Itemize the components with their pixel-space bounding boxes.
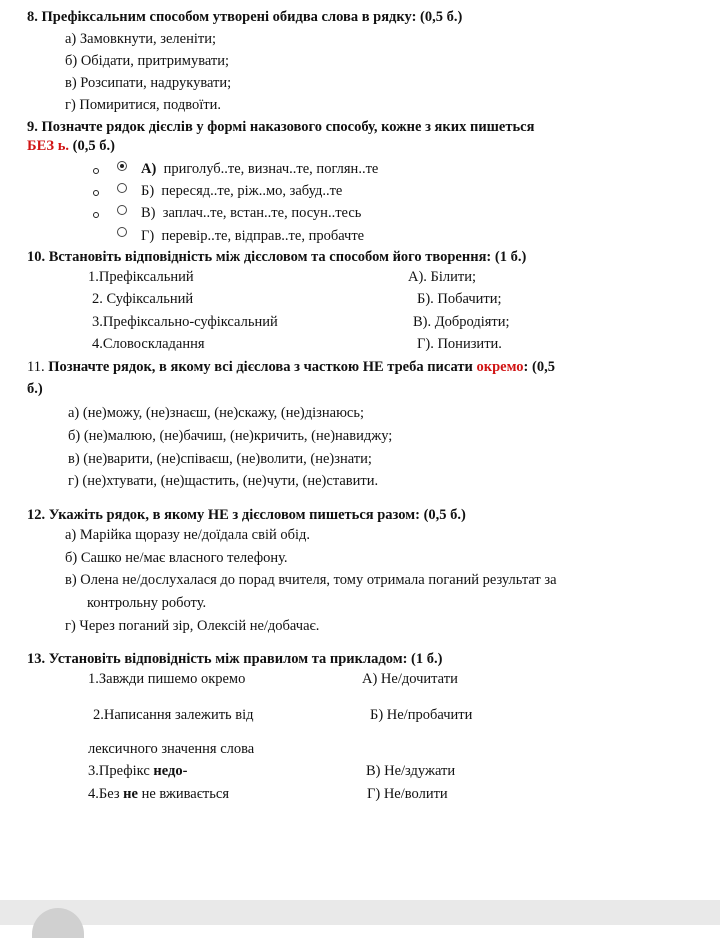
question-13-rule-3: 3.Префікс недо-: [88, 763, 188, 779]
question-10-right-c: В). Добродіяти;: [413, 314, 510, 330]
question-8-option-d: г) Помиритися, подвоїти.: [65, 97, 221, 113]
question-13-example-b: Б) Не/пробачити: [370, 707, 473, 723]
question-12-title: 12. Укажіть рядок, в якому НЕ з дієсловом пишеться разом: (0,5 б.): [27, 507, 466, 523]
question-13-example-d: Г) Не/волити: [367, 786, 448, 802]
question-13-rule-2: 2.Написання залежить від: [93, 707, 254, 723]
bullet-icon: [93, 212, 99, 218]
question-10-left-3: 3.Префіксально-суфіксальний: [92, 314, 278, 330]
question-10-right-b: Б). Побачити;: [417, 291, 502, 307]
question-8-option-a: а) Замовкнути, зеленіти;: [65, 31, 217, 47]
question-12-option-c-cont: контрольну роботу.: [87, 595, 207, 611]
radio-icon[interactable]: [117, 205, 127, 215]
question-10-title: 10. Встановіть відповідність між дієсловом та способом його творення: (1 б.): [27, 249, 527, 265]
bullet-icon: [93, 190, 99, 196]
question-11-option-b: б) (не)малюю, (не)бачиш, (не)кричить, (не)навиджу;: [68, 428, 393, 444]
question-11-option-a: а) (не)можу, (не)знаєш, (не)скажу, (не)дізнаюсь;: [68, 405, 364, 421]
question-8-option-c: в) Розсипати, надрукувати;: [65, 75, 232, 91]
question-9-points: (0,5 б.): [72, 138, 115, 154]
question-13-example-a: А) Не/дочитати: [362, 671, 458, 687]
question-9-option-d: Г) перевір..те, відправ..те, пробачте: [141, 228, 365, 244]
question-10-left-2: 2. Суфіксальний: [92, 291, 194, 307]
question-9-option-b: Б) пересяд..те, ріж..мо, забуд..те: [141, 183, 343, 199]
question-9-option-c: В) заплач..те, встан..те, посун..тесь: [141, 205, 362, 221]
bottom-bar: [0, 900, 720, 925]
question-10-right-d: Г). Понизити.: [417, 336, 502, 352]
question-8-title: 8. Префіксальним способом утворені обидва слова в рядку: (0,5 б.): [27, 9, 463, 25]
question-9-option-a: А) приголуб..те, визнач..те, поглян..те: [141, 161, 379, 177]
question-12-option-d: г) Через поганий зір, Олексій не/добачає.: [65, 618, 320, 634]
radio-selected-icon[interactable]: [117, 161, 127, 171]
radio-icon[interactable]: [117, 183, 127, 193]
question-11-option-c: в) (не)варити, (не)співаєш, (не)волити, (не)знати;: [68, 451, 372, 467]
radio-icon[interactable]: [117, 227, 127, 237]
question-11-option-d: г) (не)хтувати, (не)щастить, (не)чути, (не)ставити.: [68, 473, 379, 489]
question-12-option-a: а) Марійка щоразу не/доїдала свій обід.: [65, 527, 311, 543]
question-13-rule-4: 4.Без не не вживається: [88, 786, 229, 802]
question-11-title-line2: б.): [27, 381, 43, 397]
question-10-left-1: 1.Префіксальний: [88, 269, 194, 285]
question-13-title: 13. Установіть відповідність між правилом та прикладом: (1 б.): [27, 651, 443, 667]
question-9-title: 9. Позначте рядок дієслів у формі наказового способу, кожне з яких пишеться: [27, 119, 535, 135]
question-9-red-text: БЕЗ ь.: [27, 138, 70, 154]
question-13-rule-2-cont: лексичного значення слова: [88, 741, 255, 757]
question-13-rule-1: 1.Завжди пишемо окремо: [88, 671, 246, 687]
question-8-option-b: б) Обідати, притримувати;: [65, 53, 230, 69]
bullet-icon: [93, 168, 99, 174]
question-10-left-4: 4.Словоскладання: [92, 336, 205, 352]
question-9-title-line2: [27, 137, 115, 155]
question-12-option-c: в) Олена не/дослухалася до порад вчителя, тому отримала поганий результат за: [65, 572, 557, 588]
question-13-example-c: В) Не/здужати: [366, 763, 456, 779]
question-11-title: 11. Позначте рядок, в якому всі дієслова з часткою НЕ треба писати окремо: (0,5: [27, 359, 555, 375]
question-12-option-b: б) Сашко не/має власного телефону.: [65, 550, 288, 566]
question-10-right-a: А). Білити;: [408, 269, 477, 285]
